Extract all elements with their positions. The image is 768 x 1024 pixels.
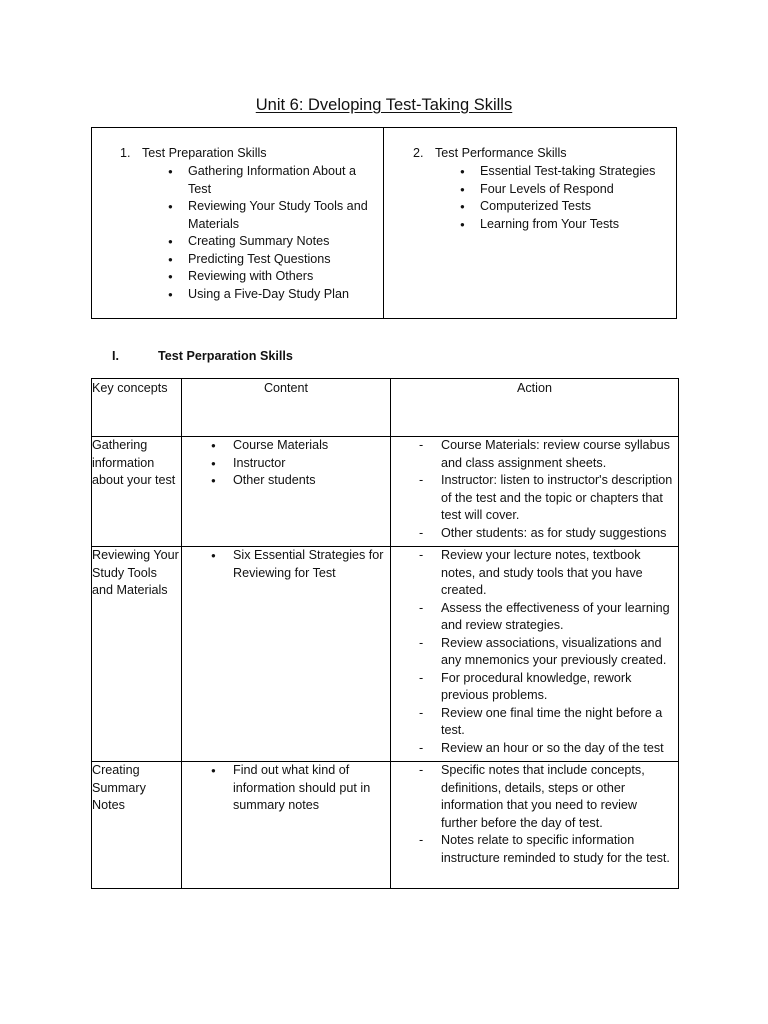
key-concepts-table — [91, 378, 679, 889]
list-item: ● Find out what kind of information should put in summary notes — [233, 762, 386, 815]
list-item: ● Course Materials — [233, 437, 386, 455]
action-list — [391, 762, 678, 867]
table-header-row — [92, 379, 679, 437]
header-content: Content — [182, 379, 391, 437]
list-item: - Course Materials: review course syllabus and class assignment sheets. — [441, 437, 674, 472]
list-item: ● Instructor — [233, 455, 386, 473]
list-item: - Other students: as for study suggestions — [441, 525, 674, 543]
list-item: ● Gathering Information About a Test — [188, 163, 373, 198]
overview-right-column — [384, 128, 676, 318]
content-cell — [182, 762, 391, 889]
overview-table — [91, 127, 677, 319]
list-item: ● Using a Five-Day Study Plan — [188, 286, 373, 304]
section-numeral: I. — [112, 349, 119, 363]
content-list — [182, 437, 390, 490]
list-item: ● Six Essential Strategies for Reviewing for Test — [233, 547, 386, 582]
overview-right-heading — [413, 145, 567, 163]
header-key-concepts: Key concepts — [92, 379, 182, 437]
list-item: - For procedural knowledge, rework previous problems. — [441, 670, 674, 705]
key-concept-cell: Gathering information about your test — [92, 437, 182, 547]
list-item: ● Reviewing with Others — [188, 268, 373, 286]
overview-right-heading-text: Test Performance Skills — [435, 146, 567, 160]
header-action: Action — [391, 379, 679, 437]
action-list — [391, 547, 678, 757]
content-cell — [182, 547, 391, 762]
list-item: ● Learning from Your Tests — [480, 216, 670, 234]
section-heading — [112, 348, 293, 366]
overview-left-number: 1. — [120, 146, 131, 160]
action-cell — [391, 762, 679, 889]
key-concept-cell: Creating Summary Notes — [92, 762, 182, 889]
content-list — [182, 547, 390, 582]
list-item: ● Four Levels of Respond — [480, 181, 670, 199]
overview-right-number: 2. — [413, 146, 424, 160]
table-row — [92, 762, 679, 889]
list-item: - Review an hour or so the day of the test — [441, 740, 674, 758]
list-item: - Review one final time the night before a test. — [441, 705, 674, 740]
page-title: Unit 6: Dveloping Test-Taking Skills — [255, 96, 513, 114]
section-heading-text: Test Perparation Skills — [158, 349, 293, 363]
overview-right-list — [480, 163, 670, 233]
overview-left-column — [92, 128, 384, 318]
list-item: - Specific notes that include concepts, definitions, details, steps or other information that you need to review further before the day of test. — [441, 762, 674, 832]
list-item: - Assess the effectiveness of your learning and review strategies. — [441, 600, 674, 635]
list-item: - Instructor: listen to instructor's description of the test and the topic or chapters that test will cover. — [441, 472, 674, 525]
list-item: ● Computerized Tests — [480, 198, 670, 216]
list-item: - Review associations, visualizations and any mnemonics your previously created. — [441, 635, 674, 670]
table-row — [92, 547, 679, 762]
overview-left-heading-text: Test Preparation Skills — [142, 146, 267, 160]
overview-left-heading — [120, 145, 267, 163]
list-item: ● Creating Summary Notes — [188, 233, 373, 251]
content-cell — [182, 437, 391, 547]
key-concept-cell: Reviewing Your Study Tools and Materials — [92, 547, 182, 762]
list-item: ● Other students — [233, 472, 386, 490]
action-cell — [391, 547, 679, 762]
table-row — [92, 437, 679, 547]
list-item: ● Reviewing Your Study Tools and Materials — [188, 198, 373, 233]
content-list — [182, 762, 390, 815]
list-item: - Notes relate to specific information instructure reminded to study for the test. — [441, 832, 674, 867]
overview-left-list — [188, 163, 373, 303]
list-item: ● Essential Test-taking Strategies — [480, 163, 670, 181]
action-cell — [391, 437, 679, 547]
list-item: - Review your lecture notes, textbook notes, and study tools that you have created. — [441, 547, 674, 600]
list-item: ● Predicting Test Questions — [188, 251, 373, 269]
action-list — [391, 437, 678, 542]
